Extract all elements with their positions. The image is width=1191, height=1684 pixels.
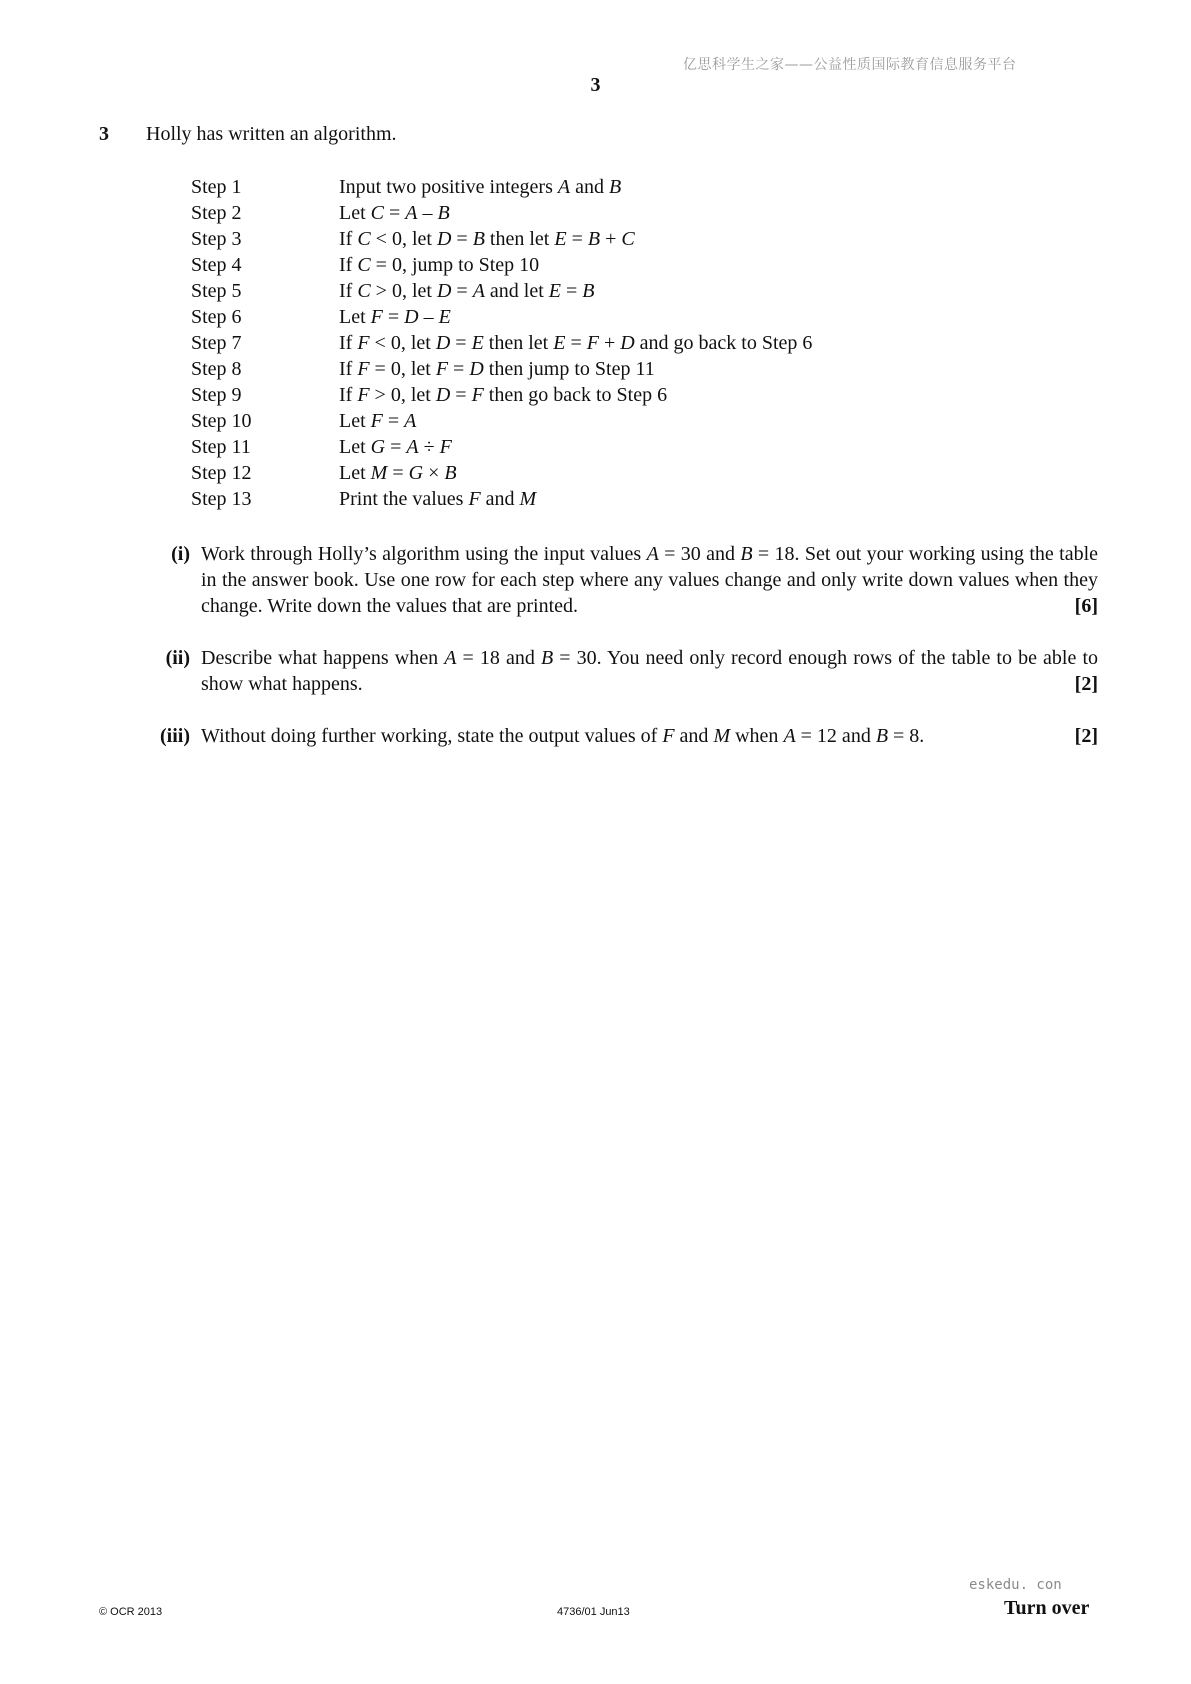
footer-site-watermark: eskedu. con (969, 1577, 1062, 1593)
step-label: Step 6 (191, 306, 242, 328)
question-part-ii (146, 645, 1098, 697)
part-text-container (201, 645, 1098, 697)
part-number: (iii) (160, 725, 190, 747)
step-row (191, 382, 812, 408)
part-text: Work through Holly’s algorithm using the input values A = 30 and B = 18. Set out your working using the table in the answer book. Use one row for each step where any values change and only write down values when they change. Write down the values that are printed. (201, 543, 1099, 617)
step-row (191, 330, 812, 356)
step-text: If C < 0, let D = B then let E = B + C (339, 228, 635, 250)
step-row (191, 356, 812, 382)
step-label: Step 10 (191, 410, 252, 432)
step-text: Let C = A – B (339, 202, 450, 224)
step-label: Step 12 (191, 462, 252, 484)
step-text: Print the values F and M (339, 488, 537, 510)
step-row (191, 252, 812, 278)
part-number: (ii) (165, 647, 190, 669)
part-text: Describe what happens when A = 18 and B = 30. You need only record enough rows of the table to be able to show what happens. (201, 647, 1099, 695)
step-row (191, 174, 812, 200)
step-text: Let F = A (339, 410, 417, 432)
question-part-iii (146, 723, 1098, 749)
step-row (191, 434, 812, 460)
step-label: Step 1 (191, 176, 242, 198)
part-number: (i) (171, 543, 190, 565)
footer-copyright: © OCR 2013 (99, 1606, 163, 1618)
step-label: Step 9 (191, 384, 242, 406)
step-text: If C = 0, jump to Step 10 (339, 254, 540, 276)
step-text: If F = 0, let F = D then jump to Step 11 (339, 358, 655, 380)
step-row (191, 226, 812, 252)
step-text: If F > 0, let D = F then go back to Step 6 (339, 384, 668, 406)
step-label: Step 2 (191, 202, 242, 224)
turn-over-label: Turn over (1004, 1597, 1090, 1619)
part-text: Without doing further working, state the output values of F and M when A = 12 and B = 8. (201, 725, 925, 747)
step-label: Step 8 (191, 358, 242, 380)
step-label: Step 4 (191, 254, 242, 276)
step-label: Step 7 (191, 332, 242, 354)
step-label: Step 3 (191, 228, 242, 250)
step-label: Step 5 (191, 280, 242, 302)
step-text: Let M = G × B (339, 462, 457, 484)
step-row (191, 460, 812, 486)
algorithm-steps (191, 174, 812, 512)
step-text: Let G = A ÷ F (339, 436, 452, 458)
page-number: 3 (590, 74, 601, 96)
question-part-i (146, 541, 1098, 619)
step-row (191, 200, 812, 226)
step-text: If C > 0, let D = A and let E = B (339, 280, 595, 302)
step-label: Step 11 (191, 436, 251, 458)
footer-paper-code: 4736/01 Jun13 (557, 1606, 630, 1618)
part-text-container (201, 541, 1098, 619)
step-row (191, 486, 812, 512)
step-row (191, 278, 812, 304)
part-text-container (201, 723, 1098, 749)
part-marks: [2] (1074, 725, 1098, 747)
step-text: If F < 0, let D = E then let E = F + D and go back to Step 6 (339, 332, 813, 354)
part-marks: [6] (1074, 595, 1098, 617)
step-row (191, 408, 812, 434)
step-text: Let F = D – E (339, 306, 451, 328)
step-text: Input two positive integers A and B (339, 176, 622, 198)
step-row (191, 304, 812, 330)
part-marks: [2] (1074, 673, 1098, 695)
question-intro: Holly has written an algorithm. (146, 123, 397, 145)
step-label: Step 13 (191, 488, 252, 510)
question-number: 3 (99, 123, 109, 145)
watermark-text: 亿思科学生之家——公益性质国际教育信息服务平台 (683, 57, 1017, 73)
